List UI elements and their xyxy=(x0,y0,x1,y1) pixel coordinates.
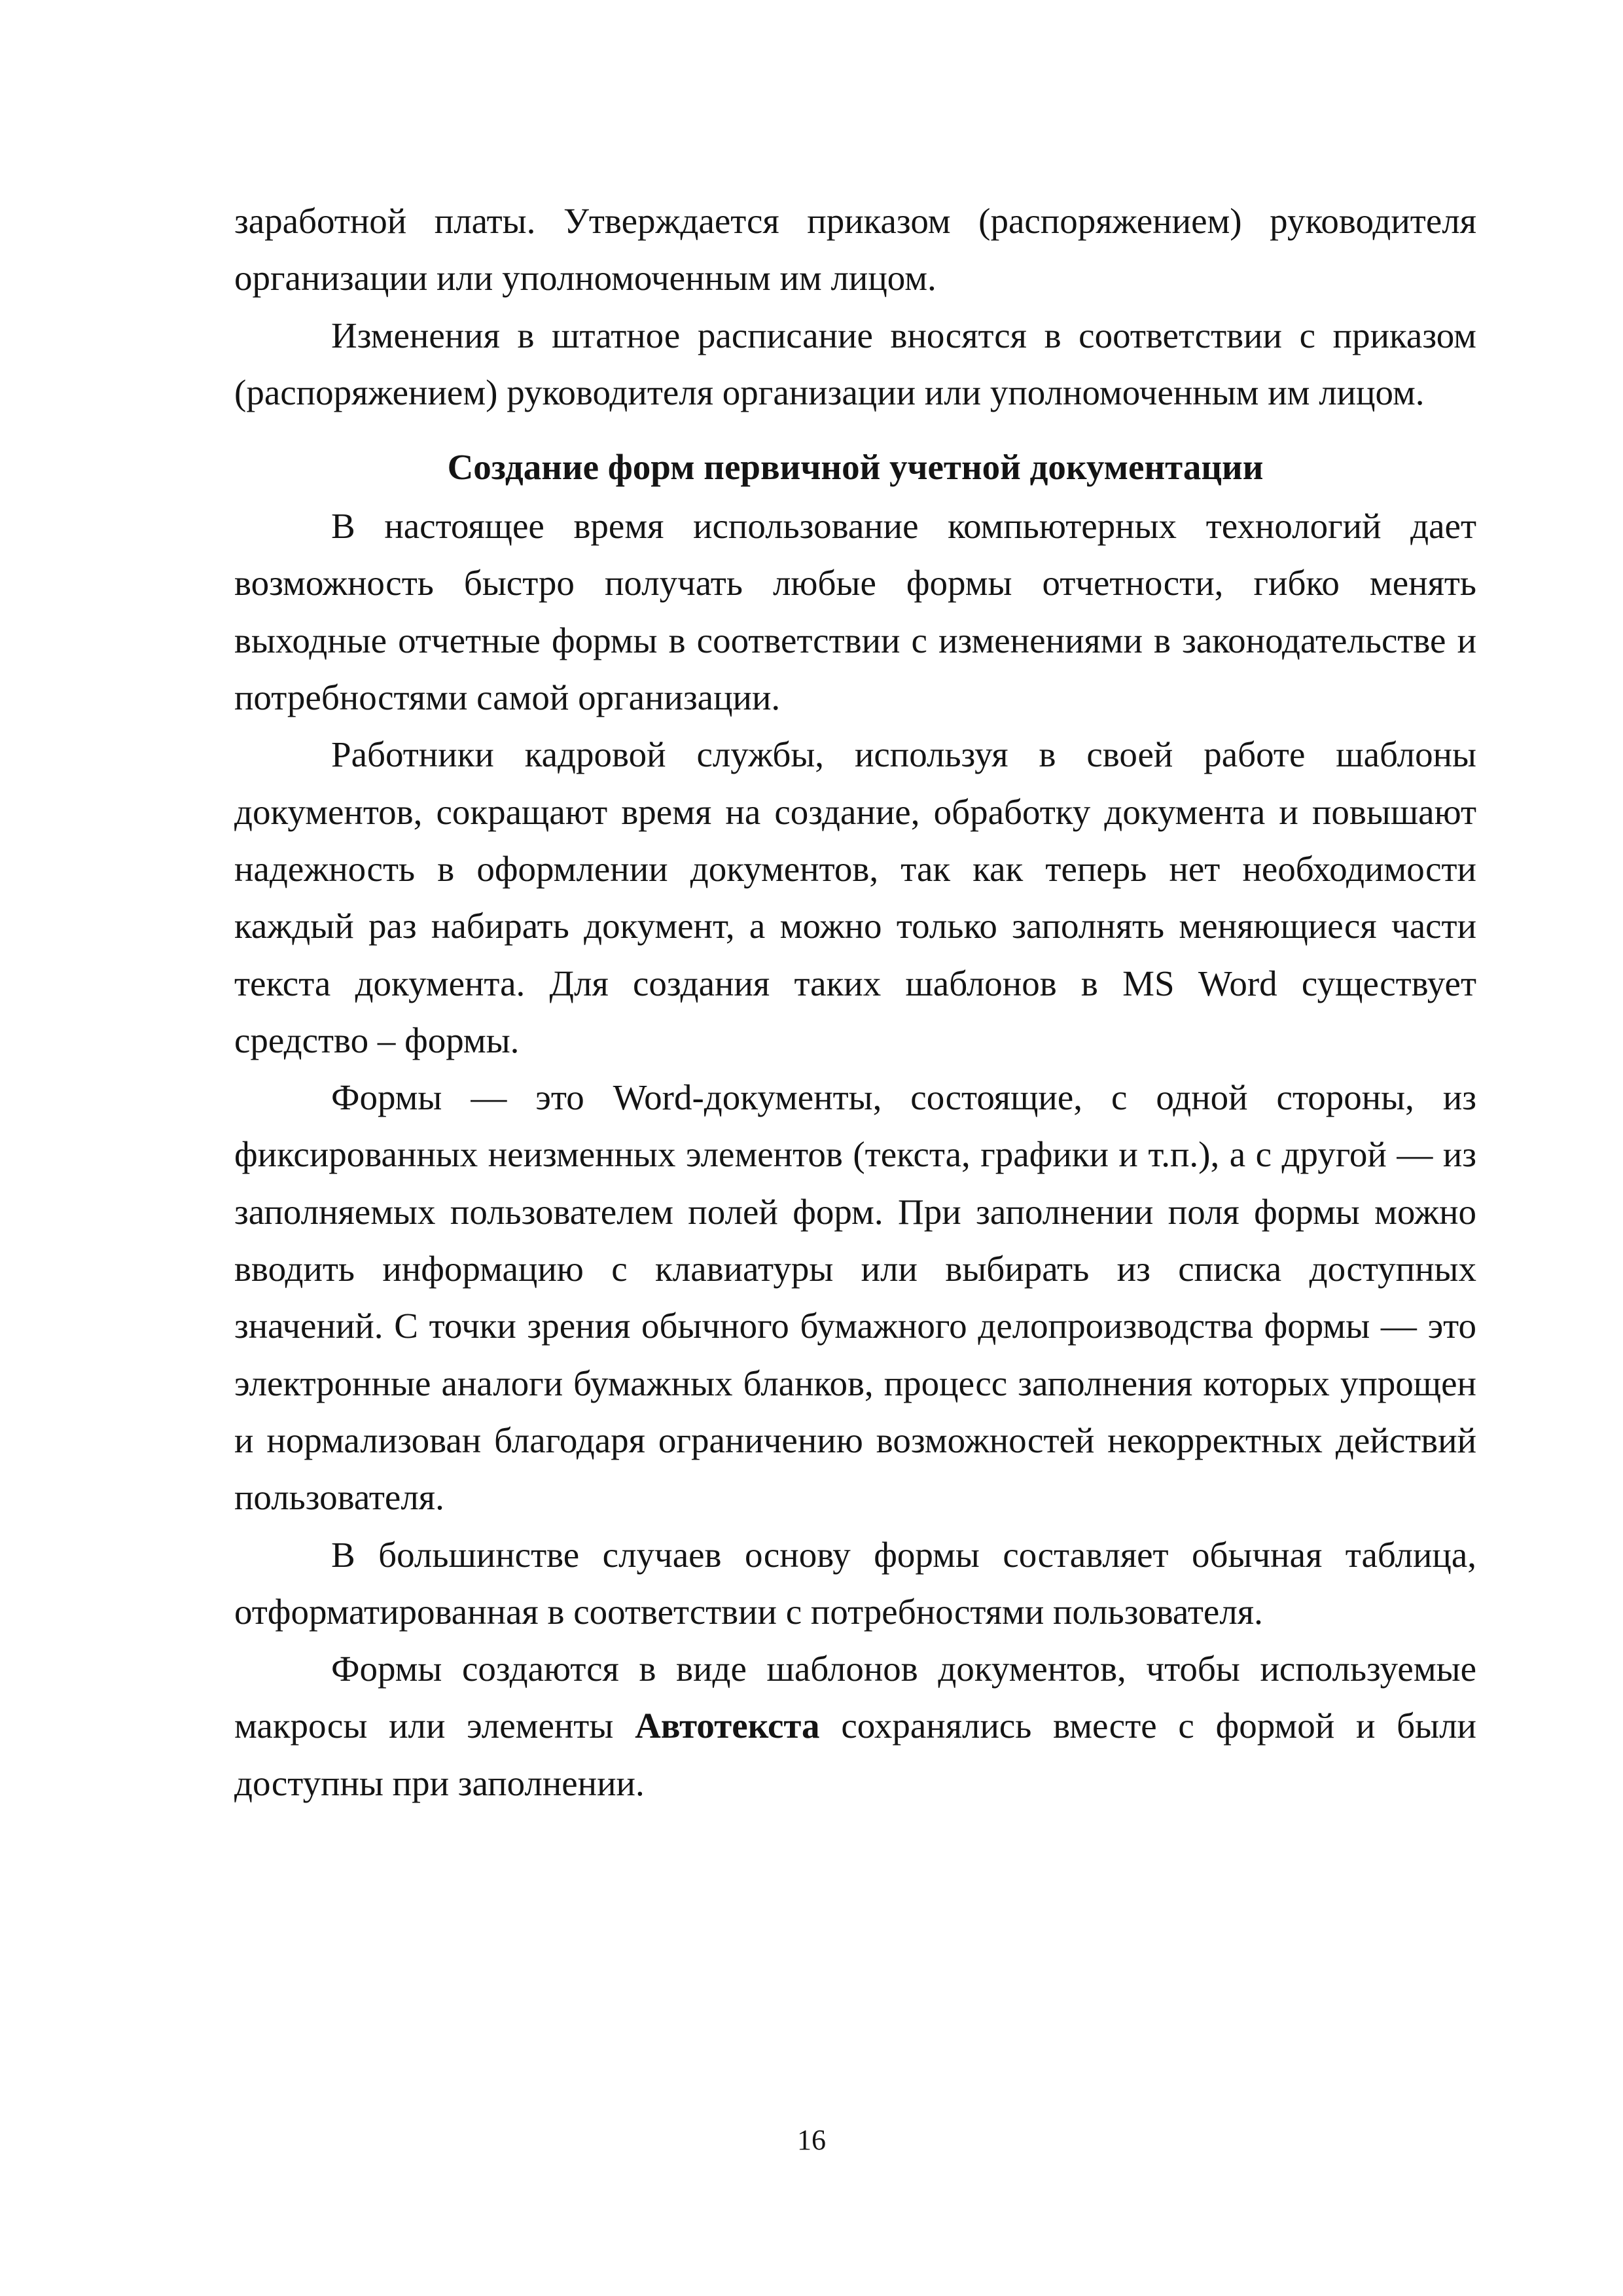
paragraph-forms-definition: Формы — это Word-документы, состоящие, с одной стороны, из фиксированных неизменных элементов (текста, графики и т.п.), а с другой — из заполняемых пользователем полей форм. При заполнении поля формы можно вводить информацию с клавиатуры или выбирать из списка доступных значений. С точки зрения обычного бумажного делопроизводства формы — это электронные аналоги бумажных бланков, процесс заполнения которых упрощен и нормализован благодаря ограничению возможностей некорректных действий пользователя. xyxy=(234,1077,1476,1518)
paragraph-text-after-bold: сохранялись вместе с формой и были доступны при заполнении. xyxy=(234,1706,1476,1803)
autotext-term: Автотекста xyxy=(635,1706,820,1746)
paragraph-forms-as-templates xyxy=(234,1640,1476,1812)
page-number: 16 xyxy=(797,2124,826,2156)
paragraph-computer-technologies: В настоящее время использование компьютерных технологий дает возможность быстро получать любые формы отчетности, гибко менять выходные отчетные формы в соответствии с изменениями в законодательстве и потребностями самой организации. xyxy=(234,506,1476,718)
paragraph-payroll-approval: заработной платы. Утверждается приказом (распоряжением) руководителя организации или уполномоченным им лицом. xyxy=(234,201,1476,298)
section-heading: Создание форм первичной учетной документации xyxy=(447,447,1264,488)
paragraph-text-before-bold: Формы создаются в виде шаблонов документов, чтобы используемые макросы или элементы xyxy=(234,1649,1476,1746)
paragraph-staff-schedule-changes: Изменения в штатное расписание вносятся в соответствии с приказом (распоряжением) руководителя организации или уполномоченным им лицом. xyxy=(234,315,1476,412)
document-page xyxy=(234,192,1476,1812)
paragraph-hr-templates: Работники кадровой службы, используя в своей работе шаблоны документов, сокращают время на создание, обработку документа и повышают надежность в оформлении документов, так как теперь нет необходимости каждый раз набирать документ, а можно только заполнять меняющиеся части текста документа. Для создания таких шаблонов в MS Word существует средство – формы. xyxy=(234,734,1476,1060)
paragraph-form-basis-table: В большинстве случаев основу формы составляет обычная таблица, отформатированная в соответствии с потребностями пользователя. xyxy=(234,1534,1476,1632)
